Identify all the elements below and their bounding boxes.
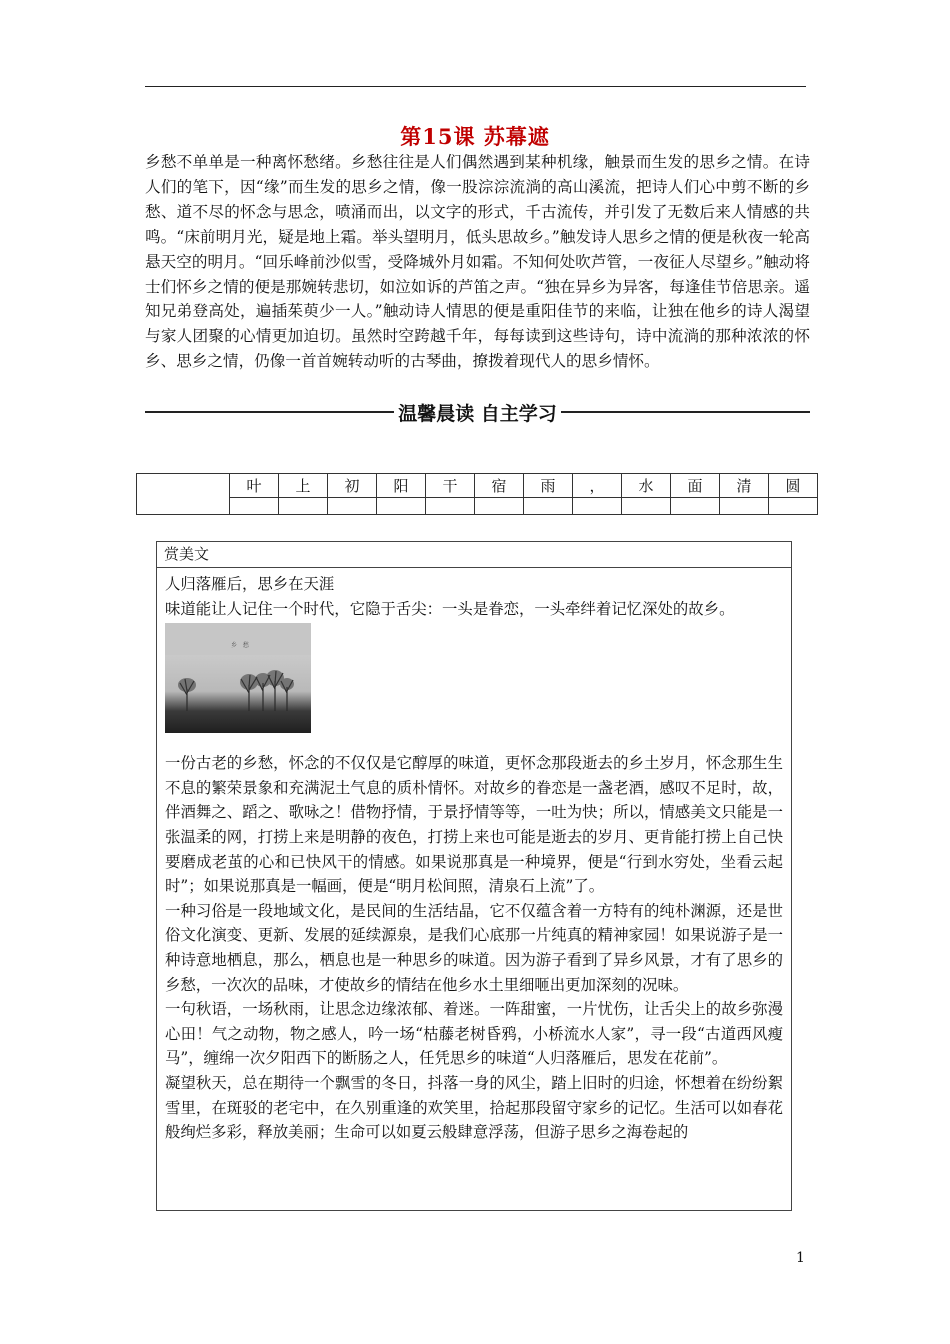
- char-cell: 圆: [769, 474, 818, 498]
- heading-rule-left: [145, 411, 394, 413]
- practice-cell[interactable]: [573, 498, 622, 515]
- char-cell: 清: [720, 474, 769, 498]
- section-heading: [145, 397, 810, 427]
- tree-crowns: [178, 670, 294, 692]
- trees-graphic: [165, 623, 311, 733]
- char-cell: 面: [671, 474, 720, 498]
- char-cell: 上: [279, 474, 328, 498]
- practice-cell[interactable]: [426, 498, 475, 515]
- char-cell: ，: [573, 474, 622, 498]
- reading-subtitle: 人归落雁后，思乡在天涯: [165, 575, 335, 593]
- practice-cell[interactable]: [671, 498, 720, 515]
- practice-cell[interactable]: [328, 498, 377, 515]
- intro-paragraph: 乡愁不单单是一种离怀愁绪。乡愁往往是人们偶然遇到某种机缘，触景而生发的思乡之情。在诗人们的笔下，因“缘”而生发的思乡之情，像一股淙淙流淌的高山溪流，把诗人们心中剪不断的乡愁、道不尽的怀念与思念，喷涌而出，以文字的形式，千古流传，并引发了无数后来人情感的共鸣。“床前明月光，疑是地上霜。举头望明月，低头思故乡。”触发诗人思乡之情的便是秋夜一轮高悬天空的明月。“回乐峰前沙似雪，受降城外月如霜。不知何处吹芦管，一夜征人尽望乡。”触动将士们怀乡之情的便是那婉转悲切，如泣如诉的芦笛之声。“独在异乡为异客，每逢佳节倍思亲。遥知兄弟登高处，遍插茱萸少一人。”触动诗人情思的便是重阳佳节的来临，让独在他乡的诗人渴望与家人团聚的心情更加迫切。虽然时空跨越千年，每每读到这些诗句，诗中流淌的那种浓浓的怀乡、思乡之情，仍像一首首婉转动听的古琴曲，撩拨着现代人的思乡情怀。: [145, 153, 810, 371]
- reading-paragraph: 一份古老的乡愁，怀念的不仅仅是它醇厚的味道，更怀念那段逝去的乡土岁月，怀念那生生不息的繁荣景象和充满泥土气息的质朴情怀。对故乡的眷恋是一盏老酒，感叹不足时，故，伴酒舞之、蹈之、歌咏之！借物抒情，于景抒情等等，一吐为快；所以，情感美文只能是一张温柔的网，打捞上来是明静的夜色，打捞上来也可能是逝去的岁月、更肯能打捞上自己快要磨成老茧的心和已快风干的情感。如果说那真是一种境界，便是“行到水穷处，坐看云起时”；如果说那真是一幅画，便是“明月松间照，清泉石上流”了。: [165, 754, 783, 896]
- reading-box-body: [157, 568, 791, 1145]
- header-rule: [145, 86, 806, 87]
- table-label-cell: [137, 474, 230, 515]
- tree-crown: [240, 674, 258, 690]
- char-cell: 水: [622, 474, 671, 498]
- tree-crown: [280, 678, 294, 690]
- section-heading-text: 温馨晨读 自主学习: [398, 402, 557, 425]
- reading-box-header: 赏美文: [157, 542, 791, 568]
- practice-cell[interactable]: [377, 498, 426, 515]
- char-cell: 阳: [377, 474, 426, 498]
- practice-cell[interactable]: [279, 498, 328, 515]
- heading-rule-right: [561, 411, 810, 413]
- reading-lead: 味道能让人记住一个时代，它隐于舌尖：一头是眷恋，一头牵绊着记忆深处的故乡。: [165, 599, 735, 618]
- practice-cell[interactable]: [524, 498, 573, 515]
- reading-box: [156, 541, 792, 1211]
- practice-row: [137, 498, 818, 515]
- char-cell: 雨: [524, 474, 573, 498]
- practice-cell[interactable]: [622, 498, 671, 515]
- reading-paragraph: 一句秋语，一场秋雨，让思念边缘浓郁、着迷。一阵甜蜜，一片忧伤，让舌尖上的故乡弥漫心田！气之动物，物之感人，吟一场“枯藤老树昏鸦，小桥流水人家”，寻一段“古道西风瘦马”，缠绵一次夕阳西下的断肠之人，任凭思乡的味道“人归落雁后，思发在花前”。: [165, 1000, 783, 1068]
- practice-cell[interactable]: [720, 498, 769, 515]
- lesson-title: 第15课 苏幕遮: [400, 124, 550, 149]
- char-cell: 宿: [475, 474, 524, 498]
- practice-cell[interactable]: [230, 498, 279, 515]
- reading-paragraph: 凝望秋天，总在期待一个飘雪的冬日，抖落一身的风尘，踏上旧时的归途，怀想着在纷纷絮雪里，在斑驳的老宅中，在久别重逢的欢笑里，拾起那段留守家乡的记忆。生活可以如春花般绚烂多彩，释放美丽；生命可以如夏云般肆意浮荡，但游子思乡之海卷起的: [165, 1073, 783, 1142]
- char-cell: 叶: [230, 474, 279, 498]
- page-number: 1: [796, 1250, 805, 1266]
- copy-character-table: [136, 473, 818, 515]
- photo-caption: 乡 愁: [231, 642, 251, 650]
- char-cell: 干: [426, 474, 475, 498]
- reading-paragraph: 一种习俗是一段地域文化，是民间的生活结晶，它不仅蕴含着一方特有的纯朴渊源，还是世俗文化演变、更新、发展的延续源泉，是我们心底那一片纯真的精神家园！如果说游子是一种诗意地栖息，那么，栖息也是一种思乡的味道。因为游子看到了异乡风景，才有了思乡的乡愁，一次次的品味，才使故乡的情结在他乡水土里细咂出更加深刻的况味。: [165, 901, 783, 994]
- char-cell: 初: [328, 474, 377, 498]
- practice-cell[interactable]: [475, 498, 524, 515]
- tree-crown: [178, 678, 196, 692]
- char-row: [137, 474, 818, 498]
- practice-cell[interactable]: [769, 498, 818, 515]
- landscape-photo: [165, 623, 311, 733]
